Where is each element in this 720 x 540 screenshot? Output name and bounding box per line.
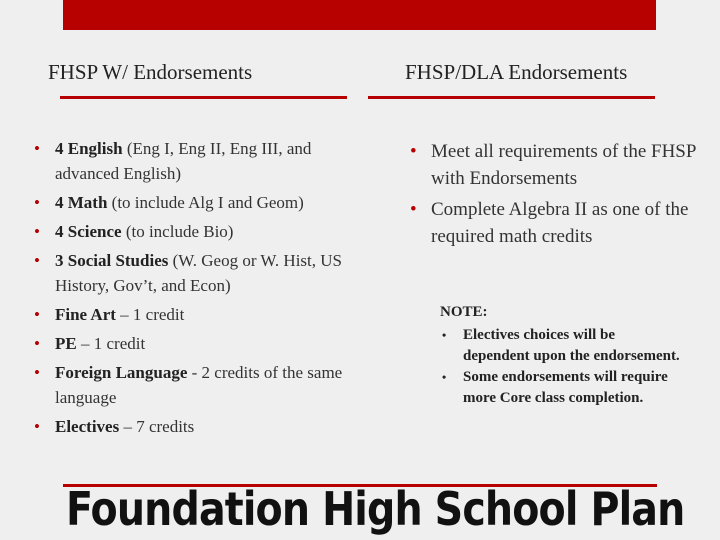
note-title: NOTE: bbox=[440, 304, 488, 320]
list-item: • 4 English (Eng I, Eng II, Eng III, and advanced English) bbox=[27, 136, 377, 186]
list-item: • Electives – 7 credits bbox=[27, 414, 377, 439]
list-item: • 3 Social Studies (W. Geog or W. Hist, US History, Gov’t, and Econ) bbox=[27, 248, 377, 298]
list-item: • Some endorsements will require more Core class completion. bbox=[442, 369, 668, 406]
left-column-title: FHSP W/ Endorsements bbox=[48, 60, 253, 84]
list-item: • Fine Art – 1 credit bbox=[27, 302, 377, 327]
bullet-icon: • bbox=[410, 199, 417, 220]
list-item: • 4 Math (to include Alg I and Geom) bbox=[27, 190, 377, 215]
bullet-icon: • bbox=[442, 370, 447, 384]
bullet-icon: • bbox=[34, 193, 40, 212]
bullet-icon: • bbox=[34, 417, 40, 436]
bullet-icon: • bbox=[34, 305, 40, 324]
note-list bbox=[440, 325, 680, 409]
top-accent-bar bbox=[63, 0, 656, 30]
list-item: • 4 Science (to include Bio) bbox=[27, 219, 377, 244]
bullet-icon: • bbox=[34, 363, 40, 382]
right-title-underline bbox=[368, 96, 655, 99]
left-title-underline bbox=[60, 96, 347, 99]
list-item: • Complete Algebra II as one of the required math credits bbox=[403, 196, 703, 250]
bullet-icon: • bbox=[410, 141, 417, 162]
right-column-title: FHSP/DLA Endorsements bbox=[405, 60, 628, 84]
left-requirements-list bbox=[27, 136, 377, 443]
list-item: • PE – 1 credit bbox=[27, 331, 377, 356]
bullet-icon: • bbox=[34, 334, 40, 353]
list-item: • Foreign Language - 2 credits of the same language bbox=[27, 360, 377, 410]
note-box bbox=[440, 302, 680, 409]
list-item: • Electives choices will be dependent upon the endorsement. bbox=[442, 327, 680, 364]
bullet-icon: • bbox=[34, 222, 40, 241]
bullet-icon: • bbox=[34, 139, 40, 158]
bullet-icon: • bbox=[442, 328, 447, 342]
bullet-icon: • bbox=[34, 251, 40, 270]
footer-title: Foundation High School Plan bbox=[66, 482, 685, 536]
right-requirements-list bbox=[403, 138, 703, 254]
list-item: • Meet all requirements of the FHSP with Endorsements bbox=[403, 138, 703, 192]
